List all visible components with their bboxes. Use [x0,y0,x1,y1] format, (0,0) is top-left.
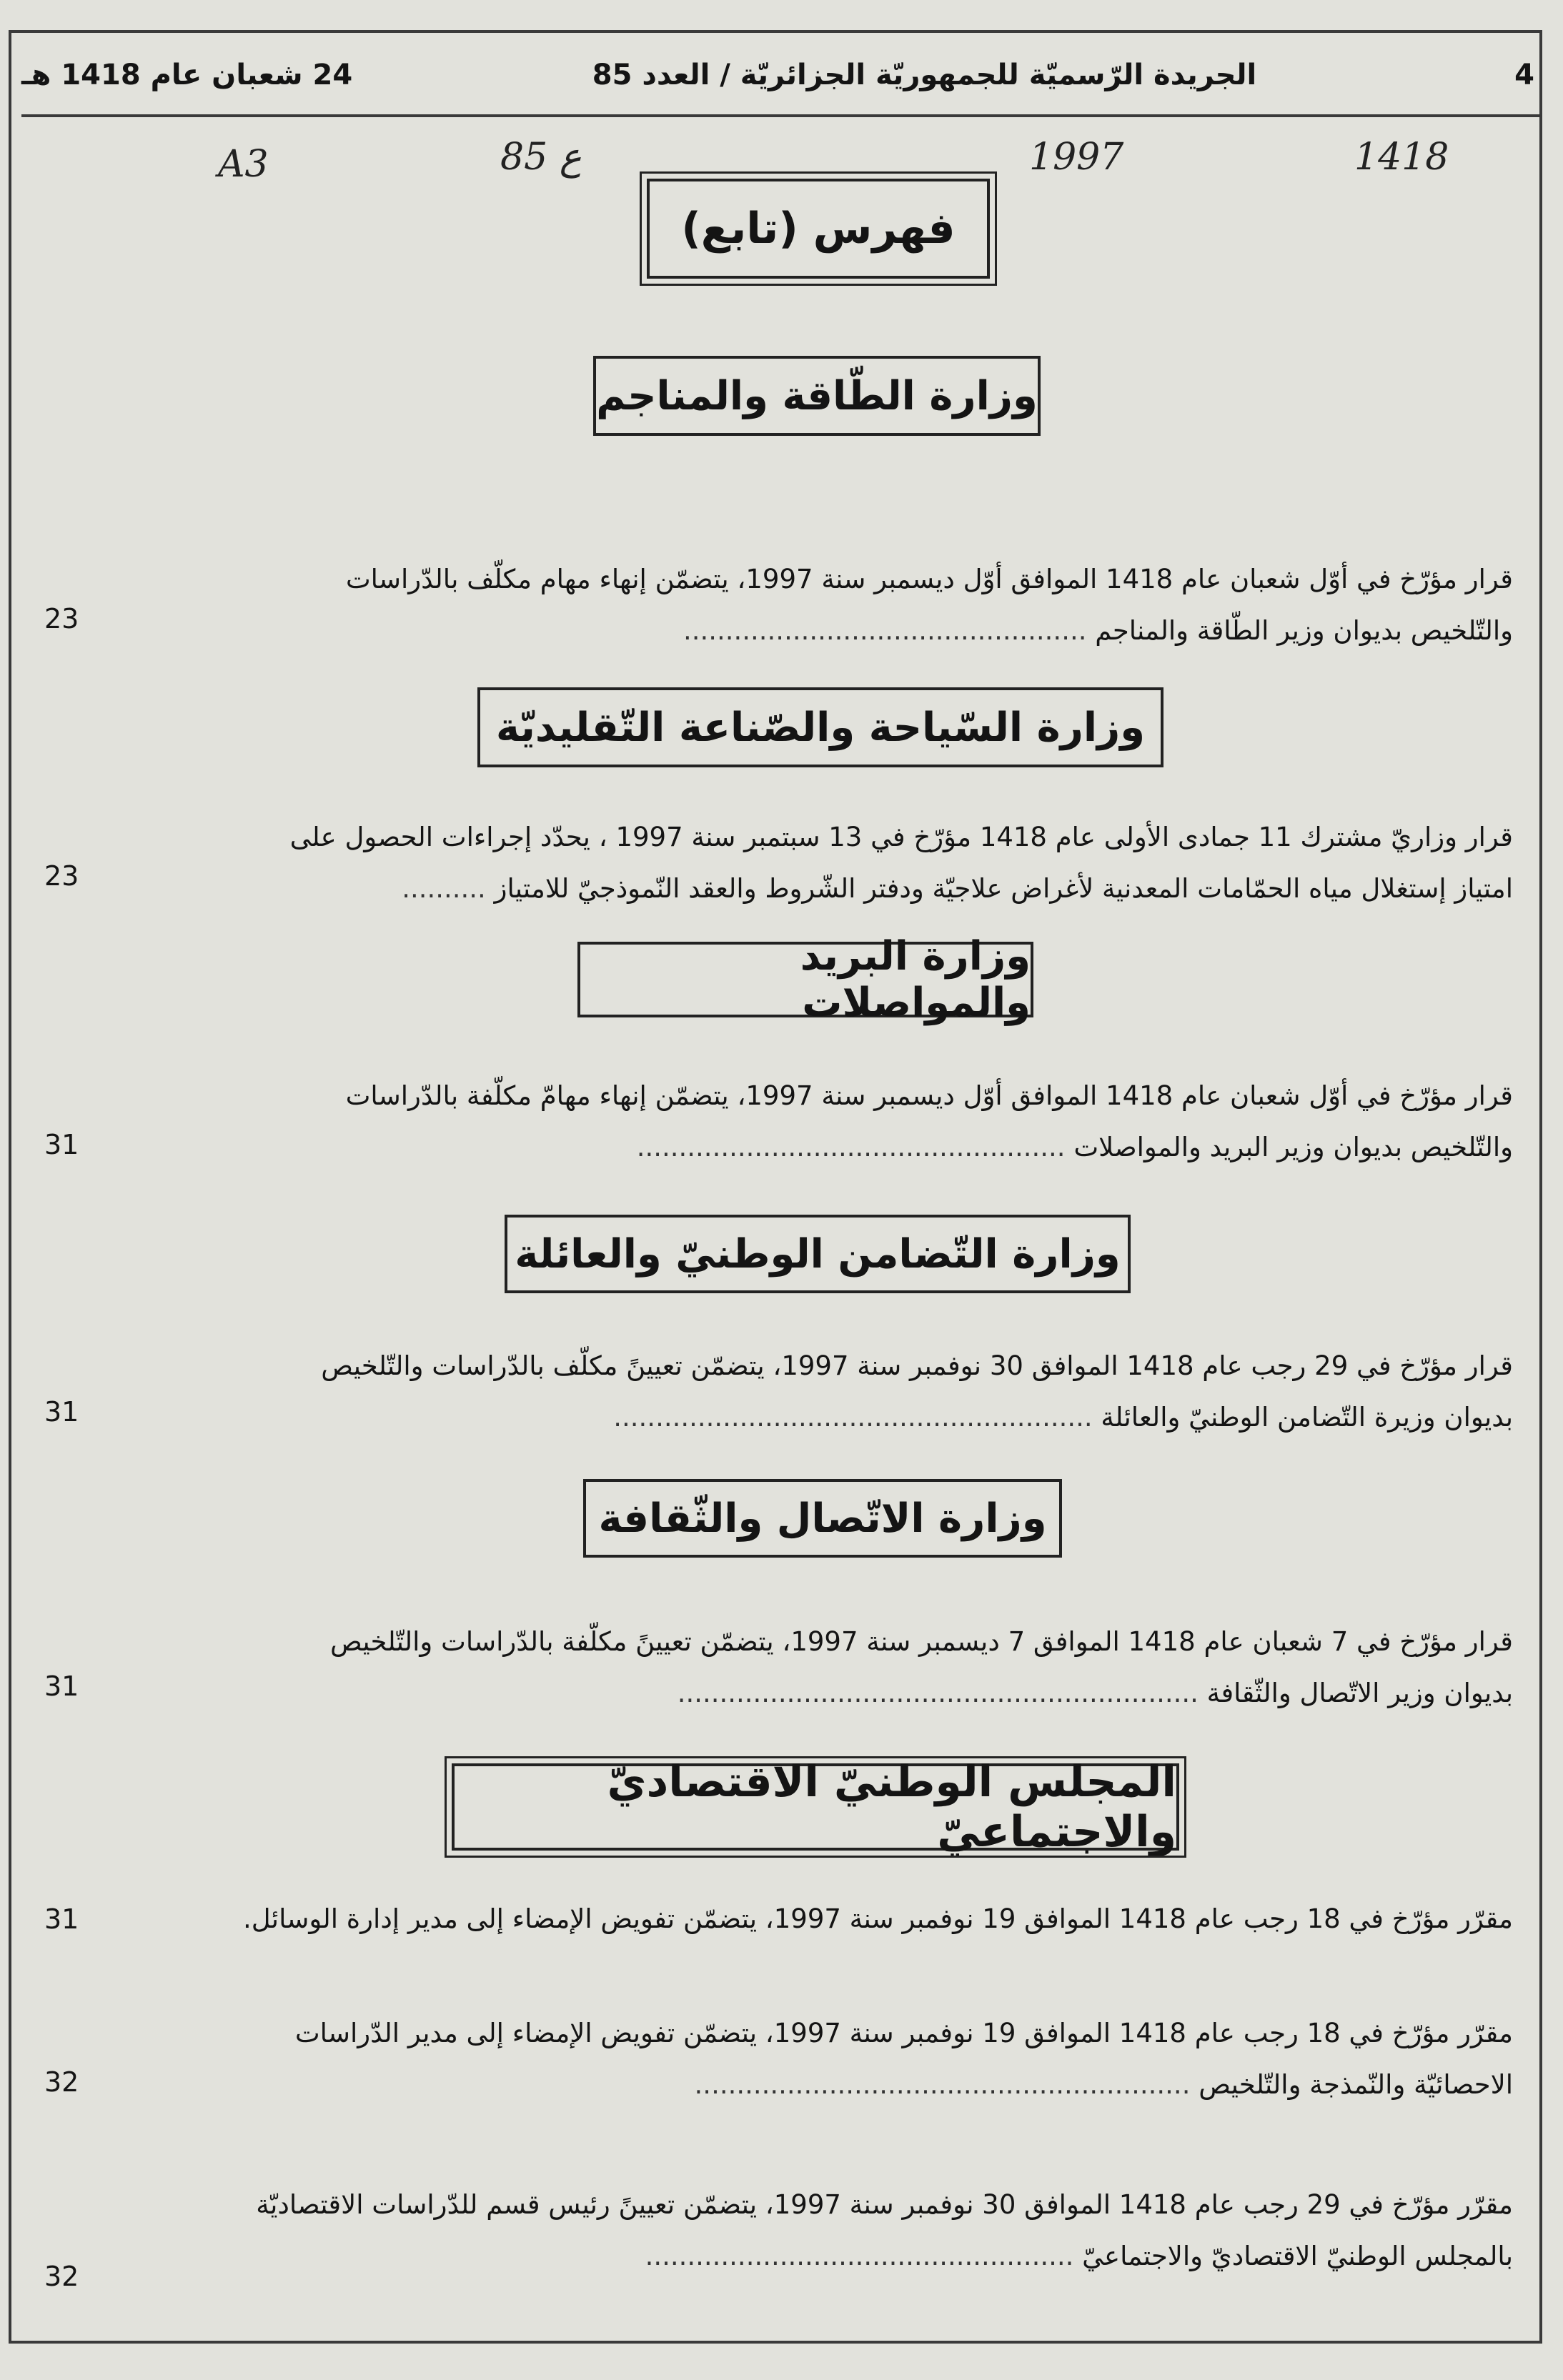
entry-text-line2: الاحصائيّة والنّمذجة والتّلخيص [1199,2069,1513,2100]
section-heading: وزارة التّضامن الوطنيّ والعائلة [515,1230,1121,1278]
entry-text-line2: بديوان وزير الاتّصال والثّقافة [1206,1678,1513,1708]
handwritten-note-year: 1997 [1029,136,1124,179]
leader-dots: .............................................................. [677,1678,1207,1708]
entry-page-number: 31 [44,1129,79,1160]
entry-text-line1: مقرّر مؤرّخ في 18 رجب عام 1418 الموافق 19 نوفمبر سنة 1997، يتضمّن تفويض الإمضاء إلى مدير إدارة الوسائل. [243,1903,1513,1934]
leader-dots: ................................................... [645,2241,1083,2271]
entry-page-number: 31 [44,1396,79,1428]
index-title-box [647,179,990,279]
index-entry [50,1340,1513,1443]
entry-text-line1: قرار مؤرّخ في أوّل شعبان عام 1418 الموافق أوّل ديسمبر سنة 1997، يتضمّن إنهاء مهامّ مكلّفة بالدّراسات [345,1080,1513,1111]
entry-page-number: 32 [44,2066,79,2098]
section-heading-box [577,933,1033,1026]
index-title: فهرس (تابع) [681,204,956,254]
entry-page-number: 23 [44,603,79,634]
handwritten-note-a3: A3 [218,143,269,186]
entry-page-number: 31 [44,1903,79,1935]
section-heading: المجلس الوطنيّ الاقتصاديّ والاجتماعيّ [607,1757,1176,1857]
handwritten-note-hijri: 1418 [1354,136,1449,179]
section-heading-box [505,1215,1131,1293]
section-heading-box [583,1479,1062,1558]
header-divider [21,114,1542,117]
index-entry [50,2008,1513,2111]
entry-text-line1: قرار مؤرّخ في أوّل شعبان عام 1418 الموافق أوّل ديسمبر سنة 1997، يتضمّن إنهاء مهام مكلّف بالدّراسات [345,564,1513,594]
section-heading-box [593,356,1041,436]
leader-dots: .......... [402,873,495,904]
entry-text-line1: قرار مؤرّخ في 7 شعبان عام 1418 الموافق 7 ديسمبر سنة 1997، يتضمّن تعيينً مكلّفة بالدّراسات والتّلخيص [330,1626,1513,1657]
entry-text-line2: والتّلخيص بديوان وزير البريد والمواصلات [1073,1132,1513,1162]
entry-text-line1: قرار مؤرّخ في 29 رجب عام 1418 الموافق 30 نوفمبر سنة 1997، يتضمّن تعيينً مكلّف بالدّراسات والتّلخيص [321,1350,1513,1381]
section-heading: وزارة البريد والمواصلات [800,933,1031,1026]
entry-text-line2: بديوان وزيرة التّضامن الوطنيّ والعائلة [1101,1402,1513,1433]
section-heading: وزارة الاتّصال والثّقافة [598,1495,1047,1542]
issue-date: 24 شعبان عام 1418 هـ [21,59,353,91]
entry-page-number: 23 [44,860,79,892]
section-heading: وزارة الطّاقة والمناجم [596,372,1038,419]
index-entry [50,2179,1513,2282]
section-heading: وزارة السّياحة والصّناعة التّقليديّة [495,704,1146,751]
leader-dots: ................................................ [683,615,1096,646]
page-number: 4 [1514,59,1534,91]
gazette-title: الجريدة الرّسميّة للجمهوريّة الجزائريّة / العدد 85 [592,59,1257,91]
entry-page-number: 32 [44,2261,79,2292]
handwritten-note-issue: 85 ع [500,136,582,179]
leader-dots: ......................................................... [613,1402,1101,1433]
entry-text-line1: قرار وزاريّ مشترك 11 جمادى الأولى عام 1418 مؤرّخ في 13 سبتمبر سنة 1997 ، يحدّد إجراءات الحصول على [289,822,1513,852]
entry-text-line2: بالمجلس الوطنيّ الاقتصاديّ والاجتماعيّ [1082,2241,1513,2271]
entry-text-line1: مقرّر مؤرّخ في 18 رجب عام 1418 الموافق 19 نوفمبر سنة 1997، يتضمّن تفويض الإمضاء إلى مدير الدّراسات [294,2018,1513,2048]
section-heading-box [452,1757,1179,1857]
index-entry [50,1893,1513,1945]
section-heading-box [477,687,1163,767]
index-entry [50,554,1513,657]
index-entry [50,812,1513,915]
entry-text-line2: امتياز إستغلال مياه الحمّامات المعدنية لأغراض علاجيّة ودفتر الشّروط والعقد النّموذجيّ للامتياز [494,873,1513,904]
index-entry [50,1616,1513,1719]
leader-dots: ................................................... [636,1132,1074,1162]
entry-page-number: 31 [44,1671,79,1702]
page-header [21,51,1542,116]
entry-text-line2: والتّلخيص بديوان وزير الطّاقة والمناجم [1095,615,1513,646]
entry-text-line1: مقرّر مؤرّخ في 29 رجب عام 1418 الموافق 30 نوفمبر سنة 1997، يتضمّن تعيينً رئيس قسم للدّراسات الاقتصاديّة [256,2189,1513,2220]
index-entry [50,1070,1513,1173]
leader-dots: ........................................................... [694,2069,1199,2100]
